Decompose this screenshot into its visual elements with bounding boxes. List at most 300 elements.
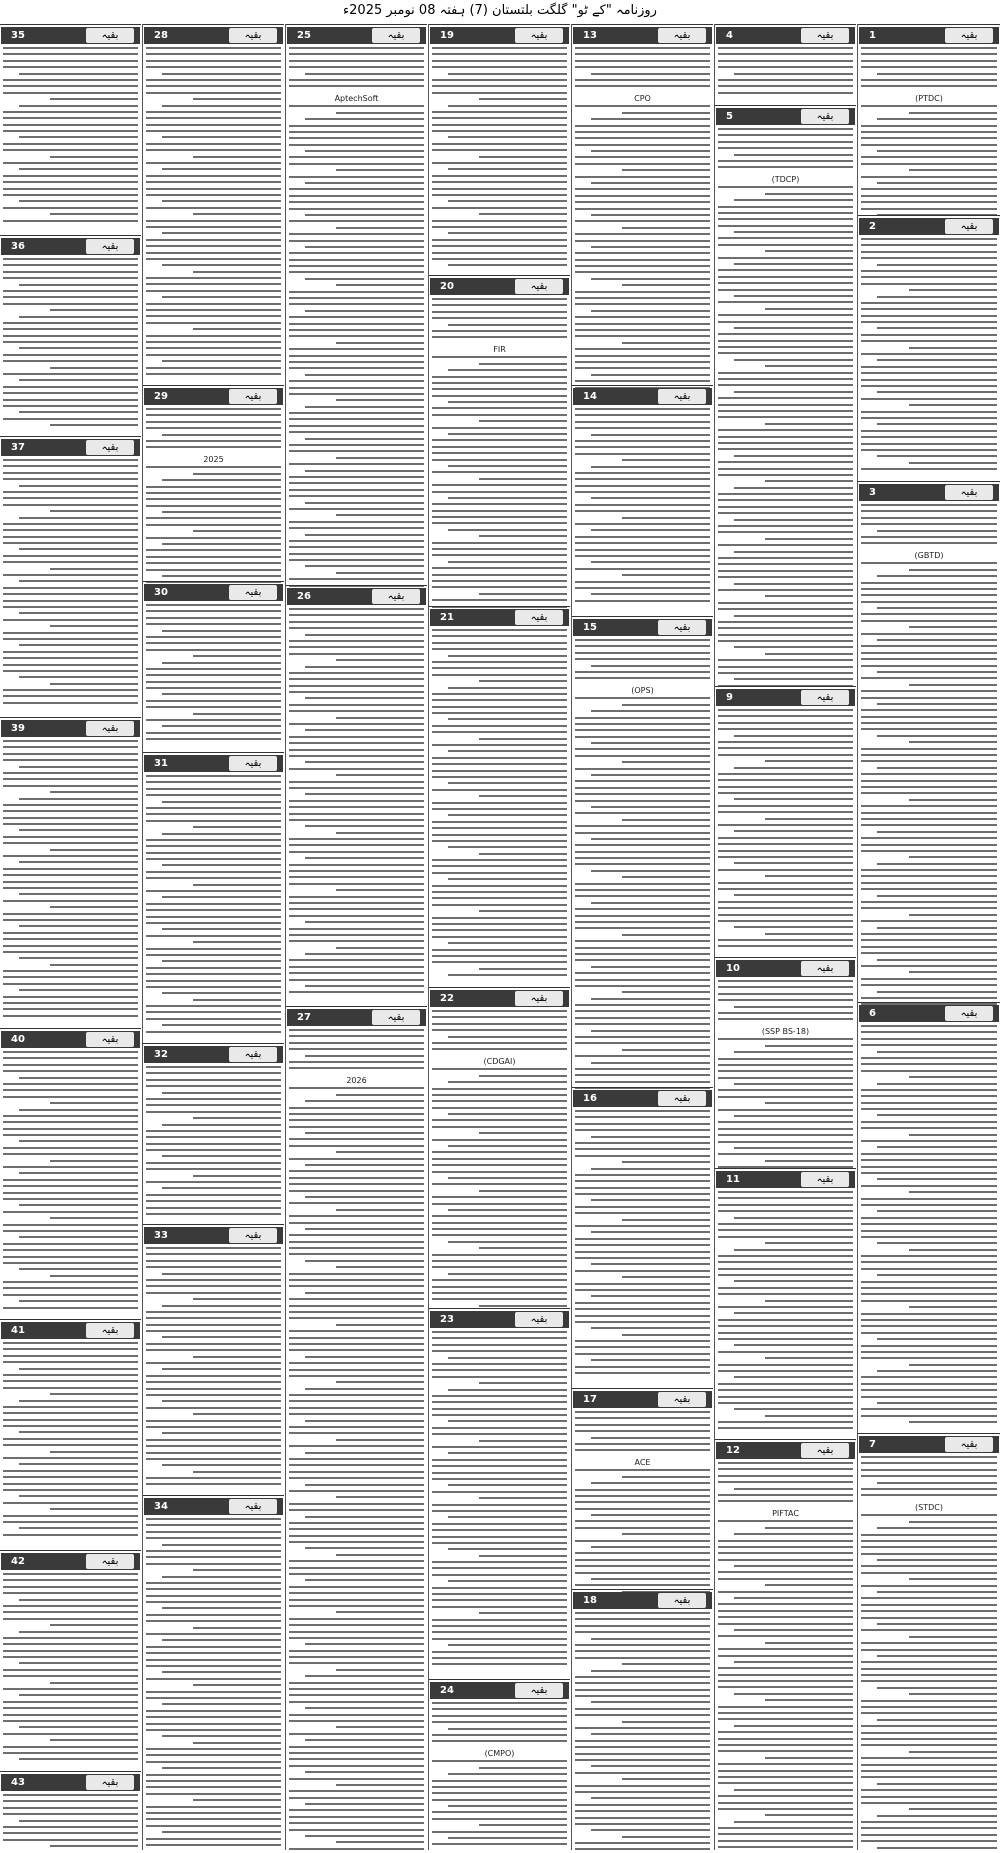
text-line [575, 1308, 710, 1310]
text-line [909, 1134, 997, 1136]
baqiya-label: بقیہ [229, 389, 277, 404]
text-line [718, 602, 853, 604]
baqiya-label: بقیہ [372, 1010, 420, 1025]
text-line [575, 568, 710, 570]
text-line [432, 1542, 567, 1544]
text-line [877, 423, 997, 425]
text-line [146, 1588, 281, 1590]
text-line [305, 1516, 424, 1518]
text-line [861, 1089, 997, 1091]
text-line [3, 702, 138, 704]
text-line [861, 786, 997, 788]
text-line [3, 53, 138, 55]
text-line [289, 768, 424, 770]
text-line [432, 92, 567, 94]
text-line [861, 1127, 997, 1129]
text-line [877, 530, 997, 532]
text-line [575, 755, 710, 757]
text-line [591, 838, 710, 840]
text-line [575, 472, 710, 474]
text-line [765, 480, 853, 482]
text-line [3, 341, 138, 343]
text-line [146, 130, 281, 132]
text-line [861, 398, 997, 400]
text-line [432, 1734, 567, 1736]
text-line [432, 1799, 567, 1801]
text-line [146, 973, 281, 975]
text-line [146, 1786, 281, 1788]
text-line [861, 812, 997, 814]
text-line [432, 929, 567, 931]
text-line [734, 1115, 853, 1117]
text-line [3, 874, 138, 876]
text-line [432, 1446, 567, 1448]
text-line [575, 1714, 710, 1716]
text-line [305, 1164, 424, 1166]
text-line [734, 391, 853, 393]
text-line [909, 1076, 997, 1078]
text-line [432, 674, 567, 676]
text-line [432, 1260, 567, 1262]
text-line [146, 871, 281, 873]
text-line [289, 450, 424, 452]
text-line [861, 430, 997, 432]
text-line [50, 625, 138, 627]
text-line [289, 608, 424, 610]
text-line [19, 347, 138, 349]
text-line [861, 1776, 997, 1778]
text-line [146, 636, 281, 638]
text-line [146, 623, 281, 625]
text-line [50, 1508, 138, 1510]
article-text [858, 1453, 1000, 1850]
text-line [50, 156, 138, 158]
text-line [575, 812, 710, 814]
text-line [432, 808, 567, 810]
continuation-number: 37 [11, 442, 25, 453]
text-line [575, 47, 710, 49]
text-line [448, 1516, 567, 1518]
text-line [432, 859, 567, 861]
text-line [861, 952, 997, 954]
text-line [3, 1002, 138, 1004]
text-line [591, 278, 710, 280]
continuation-number: 20 [440, 281, 454, 292]
text-line [448, 974, 567, 976]
text-line [591, 870, 710, 872]
text-line [19, 284, 138, 286]
text-line [305, 634, 424, 636]
text-line [289, 755, 424, 757]
text-line [909, 289, 997, 291]
text-line [432, 1433, 567, 1435]
text-line [162, 1187, 281, 1189]
text-line [734, 1217, 853, 1219]
text-line [19, 1631, 138, 1633]
text-line [432, 175, 567, 177]
text-line [289, 431, 424, 433]
text-line [3, 1807, 138, 1809]
text-line [877, 391, 997, 393]
text-line [146, 79, 281, 81]
text-line [432, 1478, 567, 1480]
text-line [861, 1255, 997, 1257]
text-line [289, 156, 424, 158]
text-line [432, 1164, 567, 1166]
text-line [305, 1835, 424, 1837]
text-line [479, 1824, 567, 1826]
text-line [432, 452, 567, 454]
text-line [861, 1546, 997, 1548]
text-line [3, 1470, 138, 1472]
text-line [734, 1006, 853, 1008]
text-line [575, 1417, 710, 1419]
text-line [3, 175, 138, 177]
text-line [861, 1044, 997, 1046]
text-line [3, 772, 138, 774]
text-line [718, 244, 853, 246]
text-line [3, 92, 138, 94]
text-line [861, 510, 997, 512]
text-line [861, 1389, 997, 1391]
text-line [877, 767, 997, 769]
text-line [50, 1845, 138, 1847]
text-line [146, 1761, 281, 1763]
text-line [146, 1458, 281, 1460]
text-line [575, 985, 710, 987]
text-line [718, 525, 853, 527]
text-line [861, 1325, 997, 1327]
text-line [479, 795, 567, 797]
text-fragment: (PTDC) [915, 93, 943, 103]
text-line [448, 168, 567, 170]
continuation-header [430, 27, 569, 44]
text-line [718, 608, 853, 610]
text-line [289, 1247, 424, 1249]
text-line [734, 1533, 853, 1535]
text-line [193, 1471, 281, 1473]
text-line [575, 440, 710, 442]
text-line [575, 1244, 710, 1246]
text-line [718, 60, 853, 62]
text-line [289, 1631, 424, 1633]
baqiya-label: بقیہ [945, 1437, 993, 1452]
text-line [432, 923, 567, 925]
text-line [289, 838, 424, 840]
text-line [718, 257, 853, 259]
text-line [289, 1599, 424, 1601]
text-line [146, 1659, 281, 1661]
text-line [146, 47, 281, 49]
text-line [162, 1544, 281, 1546]
text-fragment: PIFTAC [772, 1508, 799, 1518]
text-line [193, 1298, 281, 1300]
continuation-header [859, 1005, 999, 1022]
text-line [861, 1287, 997, 1289]
text-line [575, 355, 710, 357]
text-line [146, 852, 281, 854]
text-line [3, 836, 138, 838]
text-line [3, 1813, 138, 1815]
text-line [575, 1180, 710, 1182]
text-line [448, 1484, 567, 1486]
text-line [3, 919, 138, 921]
text-line [432, 298, 567, 300]
text-line [336, 1554, 424, 1556]
text-line [146, 220, 281, 222]
text-line [718, 779, 853, 781]
text-line [432, 1344, 567, 1346]
continuation-number: 34 [154, 1501, 168, 1512]
column-5 [286, 24, 427, 1850]
text-line [575, 717, 710, 719]
text-line [305, 1547, 424, 1549]
text-line [718, 1096, 853, 1098]
text-line [289, 710, 424, 712]
text-line [3, 881, 138, 883]
text-line [432, 130, 567, 132]
text-line [734, 231, 853, 233]
text-line [336, 1094, 424, 1096]
continuation-block [715, 105, 856, 686]
text-line [146, 252, 281, 254]
text-line [146, 341, 281, 343]
text-line [3, 785, 138, 787]
text-line [432, 1369, 567, 1371]
text-line [3, 1444, 138, 1446]
text-line [575, 491, 710, 493]
text-line [718, 1191, 853, 1193]
text-line [336, 717, 424, 719]
text-line [3, 66, 138, 68]
text-line [305, 825, 424, 827]
text-line [575, 1644, 710, 1646]
text-line [50, 1217, 138, 1219]
text-line [432, 85, 567, 87]
text-line [718, 269, 853, 271]
text-line [432, 220, 567, 222]
text-line [861, 1534, 997, 1536]
text-line [146, 1754, 281, 1756]
article-text [429, 1699, 570, 1850]
text-line [877, 831, 997, 833]
text-line [162, 864, 281, 866]
text-line [591, 374, 710, 376]
text-line [146, 1407, 281, 1409]
text-line [591, 434, 710, 436]
text-line [432, 936, 567, 938]
text-fragment: CPO [634, 93, 651, 103]
text-line [289, 883, 424, 885]
text-line [575, 156, 710, 158]
text-line [289, 781, 424, 783]
text-line [50, 906, 138, 908]
text-line [575, 523, 710, 525]
text-line [575, 1257, 710, 1259]
text-line [718, 1731, 853, 1733]
text-line [861, 1408, 997, 1410]
text-line [448, 1728, 567, 1730]
text-line [336, 947, 424, 949]
text-line [575, 1315, 710, 1317]
text-line [19, 548, 138, 550]
text-line [718, 333, 853, 335]
article-text [715, 1188, 856, 1437]
text-line [289, 1618, 424, 1620]
text-line [718, 1680, 853, 1682]
text-line [336, 1611, 424, 1613]
text-line [861, 379, 997, 381]
text-line [289, 553, 424, 555]
text-line [432, 245, 567, 247]
text-line [861, 315, 997, 317]
text-line [432, 789, 567, 791]
text-line [861, 1261, 997, 1263]
text-line [432, 252, 567, 254]
text-line [3, 1483, 138, 1485]
text-line [3, 651, 138, 653]
text-fragment: (GBTD) [914, 550, 944, 560]
text-line [289, 137, 424, 139]
text-line [289, 559, 424, 561]
text-line [336, 1381, 424, 1383]
baqiya-label: بقیہ [86, 1554, 134, 1569]
text-line [909, 799, 997, 801]
text-line [146, 820, 281, 822]
text-line [432, 744, 567, 746]
text-line [718, 1038, 853, 1040]
text-line [289, 1413, 424, 1415]
text-line [734, 615, 853, 617]
text-line [909, 1693, 997, 1695]
text-line [432, 1510, 567, 1512]
continuation-block [0, 235, 141, 436]
text-line [3, 277, 138, 279]
text-line [3, 1521, 138, 1523]
continuation-block [143, 1043, 284, 1224]
text-line [146, 700, 281, 702]
text-line [162, 1092, 281, 1094]
text-line [432, 1708, 567, 1710]
text-line [575, 889, 710, 891]
text-line [3, 194, 138, 196]
text-line [432, 111, 567, 113]
text-line [305, 438, 424, 440]
text-line [591, 1701, 710, 1703]
text-line [3, 657, 138, 659]
text-line [861, 468, 997, 470]
text-line [861, 340, 997, 342]
text-line [622, 1161, 710, 1163]
text-line [336, 1726, 424, 1728]
text-line [718, 1293, 853, 1295]
text-line [479, 738, 567, 740]
text-line [305, 793, 424, 795]
text-line [146, 781, 281, 783]
text-line [305, 729, 424, 731]
text-line [146, 1729, 281, 1731]
text-line [909, 1421, 997, 1423]
text-line [289, 85, 424, 87]
text-line [432, 1786, 567, 1788]
text-line [432, 304, 567, 306]
text-line [432, 149, 567, 151]
text-line [718, 506, 853, 508]
text-line [718, 709, 853, 711]
text-line [432, 1171, 567, 1173]
text-line [3, 1605, 138, 1607]
text-line [3, 328, 138, 330]
text-line [432, 1465, 567, 1467]
text-line [3, 399, 138, 401]
text-line [575, 504, 710, 506]
text-line [575, 1565, 710, 1567]
text-line [734, 1789, 853, 1791]
text-line [3, 392, 138, 394]
text-line [19, 1268, 138, 1270]
text-line [861, 1757, 997, 1759]
text-line [146, 1601, 281, 1603]
text-line [718, 1383, 853, 1385]
text-line [877, 1623, 997, 1625]
text-line [718, 53, 853, 55]
text-line [575, 259, 710, 261]
text-line [146, 954, 281, 956]
text-line [718, 212, 853, 214]
text-line [3, 1502, 138, 1504]
text-line [3, 1515, 138, 1517]
text-line [575, 1212, 710, 1214]
text-line [19, 105, 138, 107]
text-line [718, 1121, 853, 1123]
text-line [3, 945, 138, 947]
text-line [861, 201, 997, 203]
text-line [718, 429, 853, 431]
continuation-header [1, 439, 140, 456]
text-line [432, 712, 567, 714]
text-line [432, 1266, 567, 1268]
text-line [718, 1287, 853, 1289]
text-line [432, 414, 567, 416]
text-line [575, 1657, 710, 1659]
text-line [622, 112, 710, 114]
text-line [861, 716, 997, 718]
text-line [575, 844, 710, 846]
text-line [432, 885, 567, 887]
text-line [734, 1821, 853, 1823]
text-line [575, 1501, 710, 1503]
text-line [718, 85, 853, 87]
text-line [146, 562, 281, 564]
text-line [448, 1357, 567, 1359]
text-line [19, 200, 138, 202]
text-line [909, 112, 997, 114]
text-line [861, 1840, 997, 1842]
text-line [718, 1763, 853, 1765]
text-line [162, 1639, 281, 1641]
text-line [734, 359, 853, 361]
text-line [162, 575, 281, 577]
text-line [718, 1674, 853, 1676]
text-line [146, 1213, 281, 1215]
text-line [3, 117, 138, 119]
text-line [3, 1720, 138, 1722]
text-line [3, 1166, 138, 1168]
text-line [718, 404, 853, 406]
text-line [575, 1753, 710, 1755]
text-line [289, 1222, 424, 1224]
text-line [861, 588, 997, 590]
